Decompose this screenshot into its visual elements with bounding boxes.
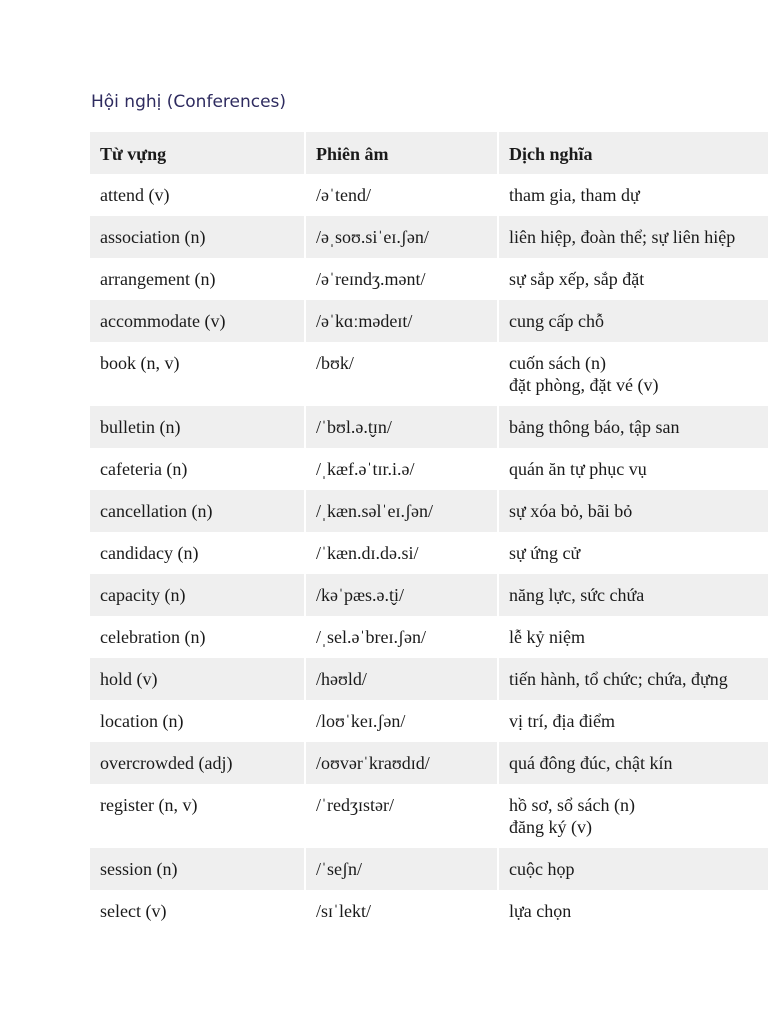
vocab-word: cancellation (n): [90, 490, 305, 532]
vocab-meaning: [498, 742, 768, 784]
vocab-meaning-line: năng lực, sức chứa: [509, 585, 645, 605]
vocab-pronunciation: /ˈbʊl.ə.t̬ɪn/: [305, 406, 498, 448]
vocab-pronunciation: /loʊˈkeɪ.ʃən/: [305, 700, 498, 742]
table-row: [90, 342, 768, 406]
vocab-meaning-line: tham gia, tham dự: [509, 185, 640, 205]
vocab-word: bulletin (n): [90, 406, 305, 448]
vocab-meaning: [498, 342, 768, 406]
vocab-pronunciation: /ˈredʒɪstər/: [305, 784, 498, 848]
vocab-word: book (n, v): [90, 342, 305, 406]
vocabulary-table: [90, 132, 768, 932]
table-row: [90, 300, 768, 342]
table-row: [90, 700, 768, 742]
vocab-meaning-line: vị trí, địa điểm: [509, 711, 615, 731]
vocab-word: session (n): [90, 848, 305, 890]
vocab-pronunciation: /oʊvərˈkraʊdɪd/: [305, 742, 498, 784]
vocab-word: hold (v): [90, 658, 305, 700]
vocab-meaning: [498, 848, 768, 890]
vocab-meaning-line: tiến hành, tổ chức; chứa, đựng: [509, 669, 728, 689]
vocab-meaning: [498, 532, 768, 574]
vocab-meaning-line: sự sắp xếp, sắp đặt: [509, 269, 645, 289]
vocab-word: capacity (n): [90, 574, 305, 616]
vocab-meaning-line: quá đông đúc, chật kín: [509, 753, 673, 773]
vocab-pronunciation: /ˌkæf.əˈtɪr.i.ə/: [305, 448, 498, 490]
vocab-meaning: [498, 784, 768, 848]
table-row: [90, 742, 768, 784]
page-title: Hội nghị (Conferences): [91, 92, 287, 112]
table-row: [90, 216, 768, 258]
vocab-word: accommodate (v): [90, 300, 305, 342]
vocab-meaning-line: quán ăn tự phục vụ: [509, 459, 647, 479]
table-row: [90, 532, 768, 574]
header-meaning: Dịch nghĩa: [498, 132, 768, 174]
vocab-meaning-line: lựa chọn: [509, 901, 572, 921]
vocab-meaning: [498, 574, 768, 616]
table-row: [90, 490, 768, 532]
vocab-meaning: [498, 216, 768, 258]
vocab-pronunciation: /kəˈpæs.ə.t̬i/: [305, 574, 498, 616]
vocab-meaning-line: sự xóa bỏ, bãi bỏ: [509, 501, 633, 521]
vocab-pronunciation: /əˌsoʊ.siˈeɪ.ʃən/: [305, 216, 498, 258]
vocab-meaning: [498, 448, 768, 490]
table-row: [90, 848, 768, 890]
vocab-pronunciation: /ˈkæn.dɪ.də.si/: [305, 532, 498, 574]
vocab-pronunciation: /ˌkæn.səlˈeɪ.ʃən/: [305, 490, 498, 532]
vocab-word: select (v): [90, 890, 305, 932]
table-row: [90, 174, 768, 216]
vocab-word: cafeteria (n): [90, 448, 305, 490]
table-row: [90, 258, 768, 300]
vocab-pronunciation: /əˈreɪndʒ.mənt/: [305, 258, 498, 300]
table-row: [90, 406, 768, 448]
vocab-word: celebration (n): [90, 616, 305, 658]
table-row: [90, 784, 768, 848]
vocab-meaning-line: đặt phòng, đặt vé (v): [509, 375, 659, 395]
vocab-meaning: [498, 700, 768, 742]
vocab-word: arrangement (n): [90, 258, 305, 300]
vocab-meaning: [498, 658, 768, 700]
vocab-pronunciation: /sɪˈlekt/: [305, 890, 498, 932]
vocab-meaning: [498, 890, 768, 932]
header-pronunciation: Phiên âm: [305, 132, 498, 174]
vocab-meaning: [498, 616, 768, 658]
vocab-meaning: [498, 490, 768, 532]
vocab-pronunciation: /əˈkɑːmədeɪt/: [305, 300, 498, 342]
vocab-meaning: [498, 258, 768, 300]
vocab-meaning-line: bảng thông báo, tập san: [509, 417, 680, 437]
table-row: [90, 616, 768, 658]
vocab-meaning-line: cuộc họp: [509, 859, 575, 879]
vocab-meaning-line: liên hiệp, đoàn thể; sự liên hiệp: [509, 227, 736, 247]
vocab-pronunciation: /ˈseʃn/: [305, 848, 498, 890]
vocab-pronunciation: /əˈtend/: [305, 174, 498, 216]
vocab-meaning-line: cuốn sách (n): [509, 353, 606, 373]
vocab-pronunciation: /ˌsel.əˈbreɪ.ʃən/: [305, 616, 498, 658]
vocab-word: attend (v): [90, 174, 305, 216]
table-row: [90, 448, 768, 490]
header-word: Từ vựng: [90, 132, 305, 174]
table-row: [90, 574, 768, 616]
table-row: [90, 890, 768, 932]
vocab-word: location (n): [90, 700, 305, 742]
vocab-meaning-line: đăng ký (v): [509, 817, 592, 837]
table-header-row: [90, 132, 768, 174]
vocab-pronunciation: /bʊk/: [305, 342, 498, 406]
vocab-meaning: [498, 406, 768, 448]
vocab-pronunciation: /həʊld/: [305, 658, 498, 700]
table-body: [90, 174, 768, 932]
vocab-meaning: [498, 300, 768, 342]
vocab-word: overcrowded (adj): [90, 742, 305, 784]
vocab-word: register (n, v): [90, 784, 305, 848]
vocab-meaning: [498, 174, 768, 216]
vocab-meaning-line: sự ứng cử: [509, 543, 581, 563]
vocab-meaning-line: lễ kỷ niệm: [509, 627, 585, 647]
vocab-word: association (n): [90, 216, 305, 258]
table-row: [90, 658, 768, 700]
vocab-meaning-line: hồ sơ, sổ sách (n): [509, 795, 635, 815]
vocab-meaning-line: cung cấp chỗ: [509, 311, 604, 331]
vocab-word: candidacy (n): [90, 532, 305, 574]
